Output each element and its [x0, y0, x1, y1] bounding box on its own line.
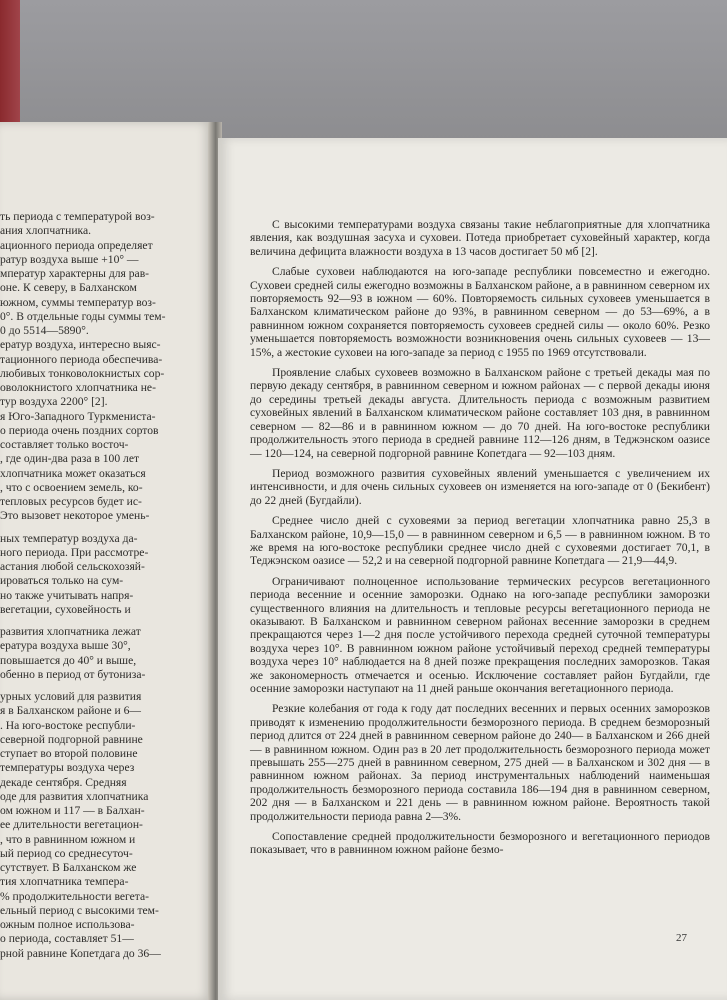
- text-line: астания любой сельскохозяй-: [0, 560, 145, 573]
- text-line: оде для развития хлопчатника: [0, 789, 149, 803]
- text-line: ационного периода определяет: [0, 238, 153, 252]
- text-line: хлопчатника может оказаться: [0, 466, 146, 480]
- text-line: ельный период с высокими тем-: [0, 903, 159, 917]
- left-page: [0, 122, 212, 1000]
- text-line: ного периода. При рассмотре-: [0, 545, 149, 559]
- text-line: декаде сентября. Средняя: [0, 775, 127, 789]
- text-line: ироваться только на сум-: [0, 574, 124, 588]
- text-line: я в Балханском районе и 6—: [0, 704, 141, 718]
- paragraph: Резкие колебания от года к году дат последних весенних и первых осенних заморозков приводят к изменению продолжительности безморозного периода. В среднем безморозный период длится от 224 дней в равнинном северном районе до 240— в Балханском и 266 дней — в равнинном южном. Один раз в 20 лет продолжительность безморозного периода может превышать 255—275 дней в равнинном северном, 275 дней — в Балханском и 302 дня — в равнинном южном районах. За период инструментальных наблюдений наименьшая продолжительность безморозного периода составила 186—194 дня в равнинном северном, 202 дня — в Балханском и 221 день — в равнинном южном районе. Вероятность такой продолжительности периода равна 2—3%.: [250, 702, 710, 823]
- paragraph: Сопоставление средней продолжительности безморозного и вегетационного периодов показывает, что в равнинном южном районе безмо-: [250, 830, 710, 857]
- paragraph: Проявление слабых суховеев возможно в Балханском районе с третьей декады мая по первую декаду сентября, в равнинном северном и южном районах — с первой декады июня до середины третьей декады августа. Длительность периода с возможным развитием суховейных явлений в Балханском климатическом районе составляет 103 дня, в равнинном северном — 82—86 и в равнинном южном — до 70 дней. На юго-востоке республики продолжительность этого периода в средней равнине 112—126 дням, в Теджэнском оазисе — 120—124, на северной подгорной равнине Копетдага — 92—103 дням.: [250, 366, 710, 460]
- text-line: любивых тонковолокнистых сор-: [0, 366, 165, 380]
- text-line: ных температур воздуха да-: [0, 531, 138, 545]
- text-line: но также учитывать напря-: [0, 588, 134, 602]
- text-line: , где один-два раза в 100 лет: [0, 452, 140, 466]
- paragraph-gap: [0, 524, 205, 532]
- text-line: ожным полное использова-: [0, 918, 135, 931]
- text-line: тационного периода обеспечива-: [0, 352, 163, 366]
- text-line: урных условий для развития: [0, 690, 142, 703]
- text-line: . На юго-востоке республи-: [0, 718, 136, 732]
- text-line: ератур воздуха, интересно выяс-: [0, 338, 161, 352]
- text-line: оволокнистого хлопчатника не-: [0, 381, 156, 394]
- paragraph-gap: [0, 682, 205, 690]
- paragraph: С высокими температурами воздуха связаны такие неблагоприятные для хлопчатника явления, как воздушная засуха и суховеи. Потеда приобретает суховейный характер, когда величина дефицита влажности воздуха в 13 часов достигает 50 мб [2].: [250, 218, 710, 258]
- text-line: тур воздуха 2200° [2].: [0, 395, 108, 409]
- text-line: обенно в период от бутониза-: [0, 667, 146, 681]
- text-line: тепловых ресурсов будет ис-: [0, 495, 142, 508]
- paragraph: Среднее число дней с суховеями за период вегетации хлопчатника равно 25,3 в Балханском районе, 10,9—15,0 — в равнинном северном и 6,5 — в равнинном южном. В то же время на юго-востоке республики среднее число дней с суховеями достигает 70,1, в Теджэнском оазисе — 52,2 и на северной подгорной равнине Копетдага — 21,9—44,9.: [250, 514, 710, 568]
- text-line: повышается до 40° и выше,: [0, 653, 137, 667]
- left-page-text: [0, 210, 205, 961]
- text-line: о периода, составляет 51—: [0, 932, 134, 946]
- text-line: развития хлопчатника лежат: [0, 625, 141, 638]
- text-line: ть периода с температурой воз-: [0, 210, 155, 223]
- text-line: ания хлопчатника.: [0, 224, 92, 238]
- text-line: оне. К северу, в Балханском: [0, 281, 137, 295]
- background-surface: [0, 0, 727, 140]
- text-line: составляет только восточ-: [0, 438, 129, 451]
- text-line: температуры воздуха через: [0, 761, 135, 775]
- text-line: ратур воздуха выше +10° —: [0, 252, 139, 266]
- text-line: северной подгорной равнине: [0, 732, 143, 746]
- text-line: ый период со среднесуточ-: [0, 846, 133, 860]
- text-line: ом южном и 117 — в Балхан-: [0, 804, 145, 817]
- text-line: 0°. В отдельные годы суммы тем-: [0, 309, 166, 323]
- right-page-text: [250, 218, 710, 864]
- text-line: 0 до 5514—5890°.: [0, 324, 89, 337]
- paragraph: Период возможного развития суховейных явлений уменьшается с увеличением их интенсивности, и для очень сильных суховеев он изменяется на юго-западе от 0 (Бекибент) до 22 дней (Бугдайли).: [250, 466, 710, 507]
- text-line: о периода очень поздних сортов: [0, 423, 159, 437]
- paragraph-gap: [0, 617, 205, 625]
- paragraph: Ограничивают полноценное использование термических ресурсов вегетационного периода весенние и осенние заморозки. Однако на юго-западе республики заморозки существенного влияния на длительность и тепловые ресурсы вегетационного периода не оказывают. В Балханском и равнинном северном районах весенние заморозки в среднем прекращаются через 1—2 дня после устойчивого перехода средней суточной температуры воздуха через 10°. В равнинном южном районе устойчивый переход средней температуры воздуха через 10° наблюдается на 8 дней позже прекращения последних заморозков. Такая же закономерность отмечается и осенью. Исключение составляет район Бугдайли, где осенние заморозки наступают на 11 дней раньше окончания вегетационного периода.: [250, 574, 710, 695]
- text-line: , что с освоением земель, ко-: [0, 480, 143, 494]
- text-line: Это вызовет некоторое умень-: [0, 509, 150, 523]
- text-line: , что в равнинном южном и: [0, 832, 136, 846]
- right-page: [218, 138, 727, 1000]
- text-line: ее длительности вегетацион-: [0, 818, 143, 832]
- text-line: мператур характерны для рав-: [0, 267, 150, 280]
- text-line: тия хлопчатника темпера-: [0, 875, 129, 889]
- text-line: ература воздуха выше 30°,: [0, 639, 131, 653]
- page-number: 27: [676, 932, 687, 944]
- paragraph: Слабые суховеи наблюдаются на юго-западе республики повсеместно и ежегодно. Суховеи средней силы ежегодно возможны в Балханском районе, а в равнинном северном их повторяемость 92—93 в южном — 60%. Повторяемость сильных суховеев уменьшается в Балханском климатическом районе до 93%, в равнинном северном — до 53—69%, а в равнинном южном сохраняется повторяемость суховеев средней силы — около 60%. Резко уменьшается повторяемость возможности возникновения очень сильных суховеев — 13—15%, а жестокие суховеи на юго-западе за период с 1955 по 1969 отсутствовали.: [250, 265, 710, 359]
- text-line: сутствует. В Балханском же: [0, 861, 137, 874]
- text-line: южном, суммы температур воз-: [0, 295, 156, 309]
- text-line: вегетации, суховейность и: [0, 602, 131, 616]
- text-line: рной равнине Копетдага до 36—: [0, 946, 161, 960]
- text-line: ступает во второй половине: [0, 747, 138, 760]
- text-line: я Юго-Западного Туркмениста-: [0, 409, 156, 423]
- text-line: % продолжительности вегета-: [0, 889, 149, 903]
